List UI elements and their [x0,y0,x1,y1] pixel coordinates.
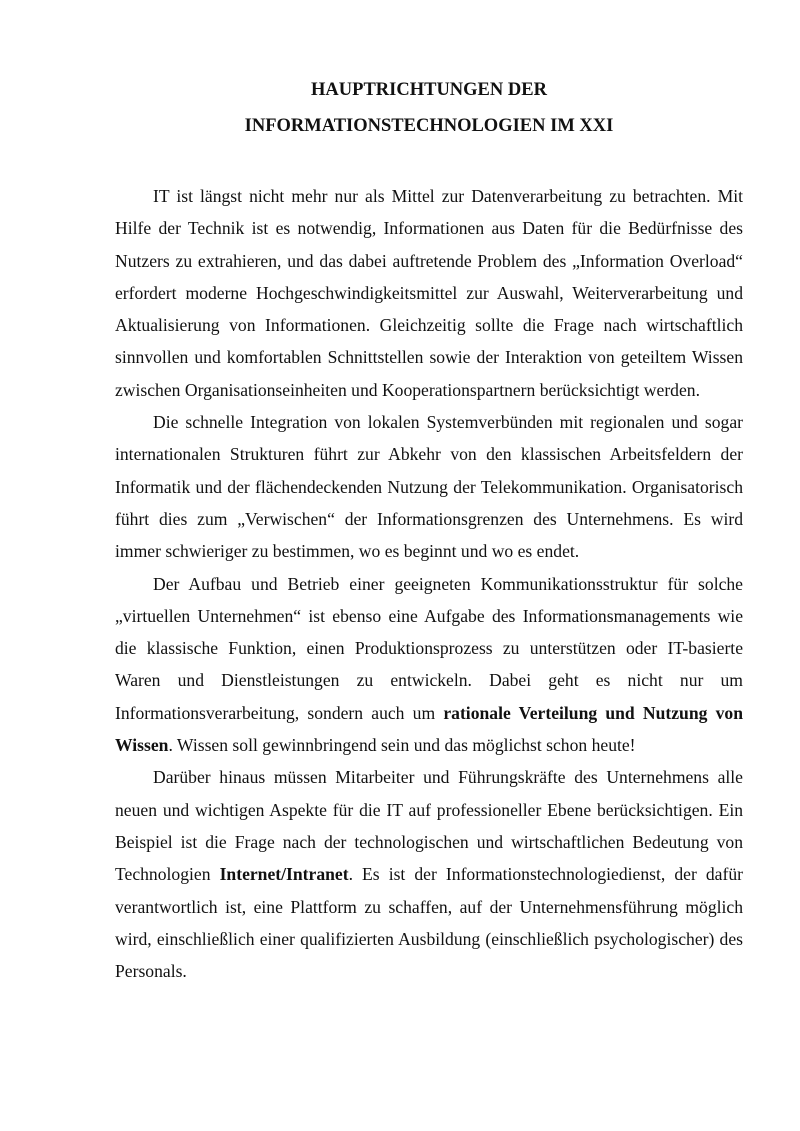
paragraph-3-text-start: Der Aufbau und Betrieb einer geeigneten Kommunikationsstruktur für solche „virtuellen Unternehmen“ ist ebenso eine Aufgabe des Informationsmanagements wie die klassische Funktion, einen Produktionsprozess zu unterstützen oder IT-basierte Waren und Dienstleistungen zu entwickeln. Dabei geht es nicht nur um Informationsverarbeitung, sondern auch um [115,573,743,723]
paragraph-3 [115,568,743,762]
paragraph-1: IT ist längst nicht mehr nur als Mittel zur Datenverarbeitung zu betrachten. Mit Hilfe der Technik ist es notwendig, Informationen aus Daten für die Bedürfnisse des Nutzers zu extrahieren, und das dabei auftretende Problem des „Information Overload“ erfordert moderne Hochgeschwindigkeitsmittel zur Auswahl, Weiterverarbeitung und Aktualisierung von Informationen. Gleichzeitig sollte die Frage nach wirtschaftlich sinnvollen und komfortablen Schnittstellen sowie der Interaktion von geteiltem Wissen zwischen Organisationseinheiten und Kooperationspartnern berücksichtigt werden. [115,186,743,400]
document-body [115,180,743,987]
paragraph-2: Die schnelle Integration von lokalen Systemverbünden mit regionalen und sogar internationalen Strukturen führt zur Abkehr von den klassischen Arbeitsfeldern der Informatik und der flächendeckenden Nutzung der Telekommunikation. Organisatorisch führt dies zum „Verwischen“ der Informationsgrenzen des Unternehmens. Es wird immer schwieriger zu bestimmen, wo es beginnt und wo es endet. [115,412,743,562]
document-title [115,72,743,144]
title-line-1: HAUPTRICHTUNGEN DER [311,80,547,100]
paragraph-4-text-end: . Es ist der Informationstechnologiedienst, der dafür verantwortlich ist, eine Plattform zu schaffen, auf der Unternehmensführung möglich wird, einschließlich einer qualifizierten Ausbildung (einschließlich psychologischer) des Personals. [115,864,744,982]
document-page [115,72,743,987]
paragraph-4-bold-phrase: Internet/Intranet [219,864,349,885]
paragraph-4-text-start: Darüber hinaus müssen Mitarbeiter und Führungskräfte des Unternehmens alle neuen und wichtigen Aspekte für die IT auf professioneller Ebene berücksichtigen. Ein Beispiel ist die Frage nach der technologischen und wirtschaftlichen Bedeutung von Technologien [115,767,743,885]
paragraph-4 [115,761,743,987]
title-line-2: INFORMATIONSTECHNOLOGIEN IM XXI [244,116,614,136]
paragraph-3-text-end: . Wissen soll gewinnbringend sein und das möglichst schon heute! [168,735,636,756]
paragraph-3-bold-phrase: rationale Verteilung und Nutzung von Wissen [115,702,743,756]
